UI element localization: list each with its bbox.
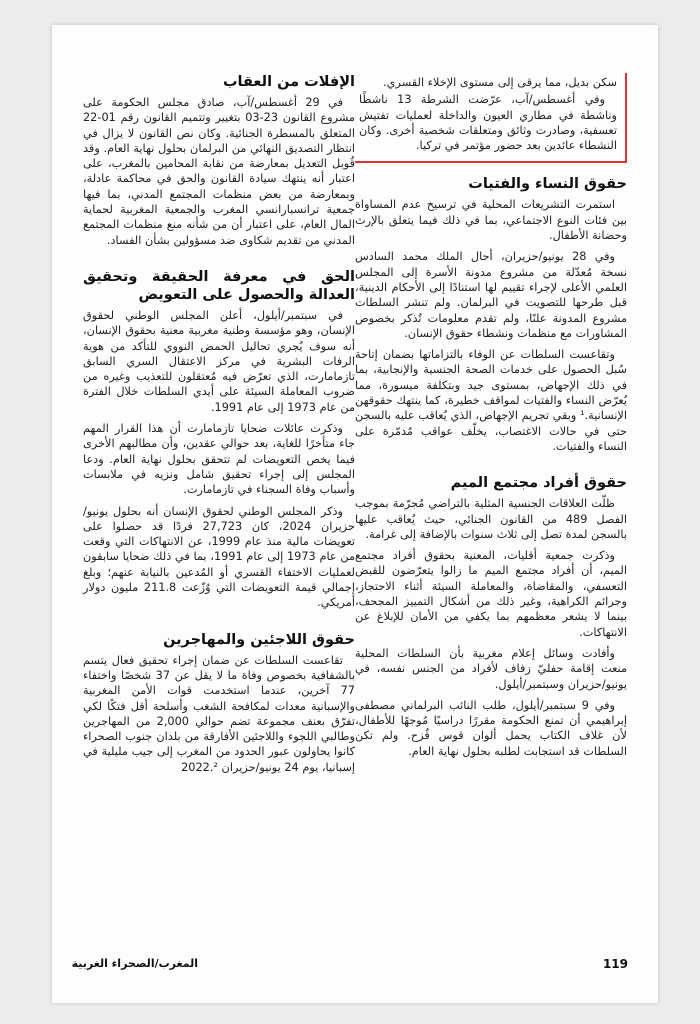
heading-refugees-migrants: حقوق اللاجئين والمهاجرين [163, 631, 355, 648]
paragraph: ظلّت العلاقات الجنسية المثلية بالتراضي مُجرّمة بموجب الفصل 489 من القانون الجنائي، حيث يُعاقب عليها بالسجن لمدة تصل إلى ثلاث سنوات بالإضافة إلى غرامة. [355, 497, 627, 541]
paragraph: تقاعست السلطات عن ضمان إجراء تحقيق فعال يتسم بالشفافية بخصوص وفاة ما لا يقل عن 37 شخصًا واختفاء 77 آخرين، عندما استخدمت قوات الأمن المغربية والإسبانية معدات لمكافحة الشغب وأسلحة أقل فتكًا لكي تفرّق بعنف مجموعة تضم حوالي 2,000 من المهاجرين وطالبي اللجوء واللاجئين الأفارقة من بلدان جنوب الصحراء كانوا يحاولون عبور الحدود من المغرب إلى جيب مليلية في إسبانيا، يوم 24 يونيو/حزيران 2022.² [83, 653, 355, 774]
paragraph: استمرت التشريعات المحلية في ترسيخ عدم المساواة بين فئات النوع الاجتماعي، بما في ذلك فيما يتعلق بالإرث وحضانة الأطفال. [355, 198, 627, 243]
heading-women-rights: حقوق النساء والفتيات [468, 176, 627, 193]
paragraph: وذكرت عائلات ضحايا تازمامارت أن هذا القرار المهم جاء متأخرًا للغاية، بعد حوالي عقدين، وأن مطالبهم الأخرى فيما يخص التعويضات لم تتحقق بحلول نهاية العام. ودعا المجلس إلى إجراء تحقيق شامل ونزيه في ملابسات وأسباب وفاة السجناء في تازمامارت. [83, 422, 355, 497]
paragraph: وذكر المجلس الوطني لحقوق الإنسان أنه بحلول يونيو/حزيران 2024، كان 27,723 فردًا قد حصلوا على تعويضات مالية منذ عام 1999، عن الانتهاكات التي وقعت من عام 1973 إلى عام 1991، بما في ذلك ضحايا سابقون لعمليات الاختفاء القسري أو المُدعين بالنيابة عنهم؛ وبلغ إجمالي قيمة التعويضات التي وُزّعت 211.8 مليون دولار أمريكي. [83, 504, 356, 610]
paragraph: وذكرت جمعية أقليات، المعنية بحقوق أفراد مجتمع الميم، أن أفراد مجتمع الميم ما زالوا يتعرّضون للقبض التعسفي، والمقاضاة، والمعاملة السيئة أثناء الاحتجاز، وجرائم الكراهية، وغير ذلك من أشكال التمييز المجحف، بينما لا يشعر معظمهم بما يكفي من الأمان للإبلاغ عن الانتهاكات. [355, 549, 627, 639]
heading-lgbti-rights: حقوق أفراد مجتمع الميم [450, 475, 627, 492]
paragraph: وفي 28 يونيو/حزيران، أحال الملك محمد السادس نسخة مُعدّلة من مشروع مدونة الأسرة إلى المجلس العلمي الأعلى لإجراء تقييم لها استنادًا إلى الأحكام الدينية، قبل طرحها للتصويت في البرلمان. ولم تنشر السلطات مشروع المدونة علنًا، ولم تقدم معلومات تُذكر بخصوص المشاورات مع منظمات ونشطاء حقوق الإنسان. [355, 250, 627, 340]
highlighted-box [355, 73, 627, 163]
paragraph: في سبتمبر/أيلول، أعلن المجلس الوطني لحقوق الإنسان، وهو مؤسسة وطنية مغربية معنية بحقوق الإنسان، أنه سوف يُجري تحاليل الحمض النووي للتأكد من هوية الرفات البشرية في مركز الاعتقال السري السابق تازمامارت، الذي تعرّض فيه مُعتقلون للتعذيب وغيره من ضروب المعاملة السيئة على أيدي السلطات خلال الفترة من عام 1973 إلى عام 1991. [83, 308, 355, 414]
box-paragraph-1: سكن بديل، مما يرقى إلى مستوى الإخلاء القسري. [383, 76, 617, 89]
paragraph: في 29 أغسطس/آب، صادق مجلس الحكومة على مشروع القانون 23-03 بتغيير وتتميم القانون رقم 01-22 المتعلق بالمسطرة الجنائية. وكان نص القانون لا يزال في انتظار التصديق النهائي من البرلمان بحلول نهاية العام. وقد قُوبل التعديل بمعارضة من نقابة المحامين بالمغرب، على اعتبار أنه ينتهك سيادة القانون والحق في محاكمة عادلة، وبمعارضة من بعض منظمات المجتمع المدني، بما فيها جمعية ترانسبارانسي المغرب والجمعية المغربية لحماية المال العام، على اعتبار أن من شأنه منع منظمات المجتمع المدني من تقديم شكاوى ضد مسؤولين بشأن الفساد. [83, 96, 355, 247]
box-paragraph-2: وفي أغسطس/آب، عرّضت الشرطة 13 ناشطًا وناشطة في مطاري العيون والداخلة لعمليات تفتيش تعسفية، وصادرت وثائق ومتعلقات شخصية أخرى. وكان النشطاء عائدين بعد حضور مؤتمر في تركيا. [359, 93, 617, 153]
paragraph: وفي 9 سبتمبر/أيلول، طلب النائب البرلماني مصطفى إبراهيمي أن تمنع الحكومة مقررًا دراسيًا مُوجهًا للأطفال، لأن غلاف الكتاب يحمل ألوان قوس قُزح. ولم تكن السلطات قد استجابت لطلبه بحلول نهاية العام. [355, 698, 627, 758]
page-footer [52, 955, 658, 975]
left-column [83, 73, 355, 1003]
heading-truth-justice: الحق في معرفة الحقيقة وتحقيق العدالة والحصول على التعويض [83, 268, 355, 303]
paragraph: وتقاعست السلطات عن الوفاء بالتزاماتها بضمان إتاحة سُبل الحصول على خدمات الصحة الجنسية والإنجابية، بما في ذلك الإجهاض، بمستوى جيد وبتكلفة ميسورة، مما يُعرّض النساء والفتيات لمواقف خطيرة، كما ينتهك حقوقهن الإنسانية.¹ وبقي تجريم الإجهاض، الذي يُعاقب عليه بالسجن حتى في حالات الاغتصاب، يخلّف عواقب مُدمّرة على النساء والفتيات. [355, 348, 627, 453]
paragraph: وأفادت وسائل إعلام مغربية بأن السلطات المحلية منعت إقامة حفليّ زفاف لأفراد من الجنس نفسه، في يونيو/حزيران وسبتمبر/أيلول. [355, 646, 627, 691]
right-column [355, 73, 627, 1003]
page-number: 119 [602, 957, 628, 971]
heading-impunity: الإفلات من العقاب [222, 74, 355, 90]
footer-region-label: المغرب/الصحراء الغربية [71, 957, 198, 970]
document-page [52, 25, 658, 1003]
